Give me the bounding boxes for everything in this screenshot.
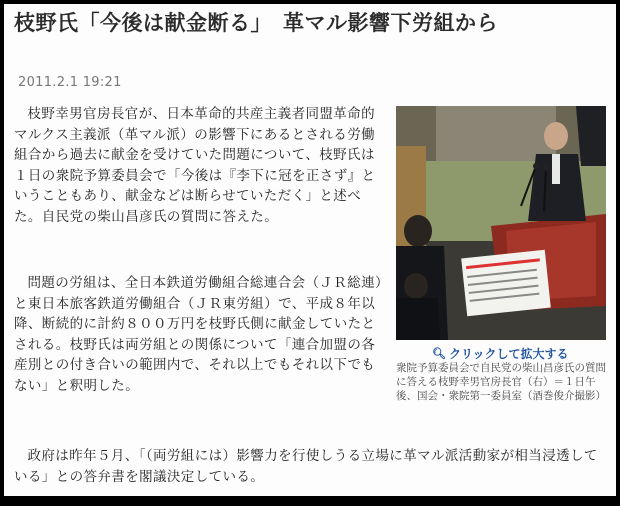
photo-caption: 衆院予算委員会で自民党の柴山昌彦氏の質問に答える枝野幸男官房長官（右）＝１日午後、国会・衆院第一委員室（酒巻俊介撮影） [396, 362, 606, 402]
photo-illustration [396, 106, 606, 340]
article-paragraph-3: 政府は昨年５月、「（両労組には）影響力を行使しうる立場に革マル派活動家が相当浸透している」との答弁書を閣議決定している。 [14, 448, 598, 485]
article-page [4, 4, 616, 496]
enlarge-label: クリックして拡大する [448, 347, 569, 361]
article-paragraph-2: 問題の労組は、全日本鉄道労働組合総連合会（ＪＲ総連）と東日本旅客鉄道労働組合（ＪＲ東労組）で、平成８年以降、断続的に計約８００万円を枝野氏側に献金していたとされる。枝野氏は両労組との関係について「連合加盟の各産別との付き合いの範囲内で、それ以上でもそれ以下でもない」と釈明した。 [14, 275, 383, 394]
magnifier-icon: 🔍︎ [432, 347, 446, 360]
article-date: 2011.2.1 19:21 [18, 75, 122, 90]
article-headline: 枝野氏「今後は献金断る」 革マル影響下労組から [14, 11, 498, 35]
article-photo[interactable] [396, 106, 606, 340]
article-paragraph-1: 枝野幸男官房長官が、日本革命的共産主義者同盟革命的マルクス主義派（革マル派）の影響下にあるとされる労働組合から過去に献金を受けていた問題について、枝野氏は１日の衆院予算委員会で「今後は『李下に冠を正さず』ということもあり、献金などは断らせていただく」と述べた。自民党の柴山昌彦氏の質問に答えた。 [14, 106, 376, 225]
enlarge-photo-link[interactable] [432, 345, 569, 362]
